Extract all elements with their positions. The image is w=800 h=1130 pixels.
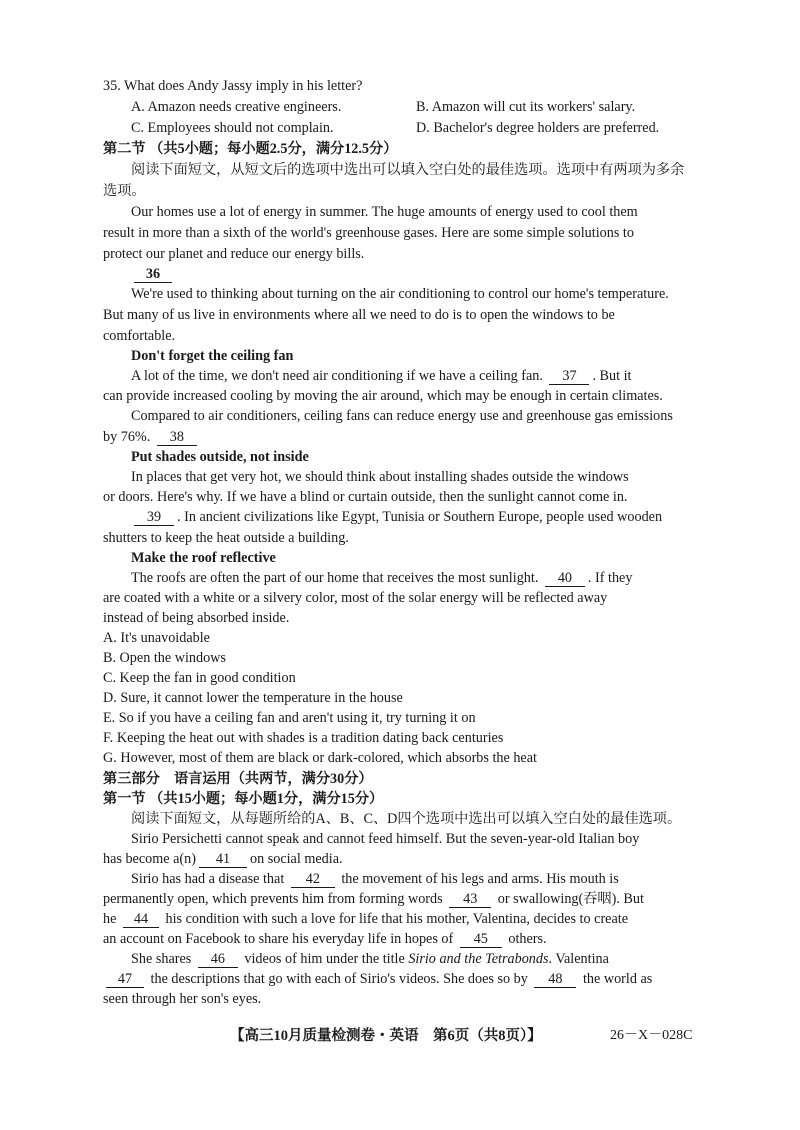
- section2-heading: 第二节 （共5小题；每小题2.5分，满分12.5分）: [103, 141, 398, 157]
- blank-36-line: [131, 264, 175, 284]
- paragraph-line: But many of us live in environments where all we need to do is to open the windows to be: [103, 307, 615, 323]
- blank-36: 36: [134, 266, 172, 283]
- paragraph-line: We're used to thinking about turning on the air conditioning to control our home's temperature.: [131, 286, 669, 302]
- paragraph-line: comfortable.: [103, 328, 176, 344]
- option-item: D. Sure, it cannot lower the temperature in the house: [103, 690, 403, 706]
- paragraph-line: instead of being absorbed inside.: [103, 610, 290, 626]
- paragraph-line: has become a(n) 41 on social media.: [103, 851, 343, 867]
- blank-45: 45: [460, 931, 502, 948]
- paragraph-line: an account on Facebook to share his everyday life in hopes of 45 others.: [103, 931, 547, 947]
- part3-subheading: 第一节 （共15小题；每小题1分，满分15分）: [103, 791, 384, 807]
- paragraph-line: permanently open, which prevents him from forming words 43 or swallowing(吞咽). But: [103, 891, 644, 907]
- paragraph-line: 47 the descriptions that go with each of Sirio's videos. She does so by 48 the world as: [103, 969, 652, 989]
- blank-44: 44: [123, 911, 159, 928]
- paragraph-line: A lot of the time, we don't need air conditioning if we have a ceiling fan. 37 . But it: [131, 368, 632, 384]
- option-item: G. However, most of them are black or dark-colored, which absorbs the heat: [103, 750, 537, 766]
- paragraph-line: he 44 his condition with such a love for life that his mother, Valentina, decides to create: [103, 911, 628, 927]
- paragraph-line: are coated with a white or a silvery color, most of the solar energy will be reflected away: [103, 590, 608, 606]
- option-item: F. Keeping the heat out with shades is a tradition dating back centuries: [103, 730, 504, 746]
- blank-41: 41: [199, 851, 247, 868]
- blank-39: 39: [134, 509, 174, 526]
- section2-instruction-cont: 选项。: [103, 183, 146, 199]
- q35-stem: 35. What does Andy Jassy imply in his letter?: [103, 78, 363, 94]
- blank-37: 37: [549, 368, 589, 385]
- paragraph-line: Sirio Persichetti cannot speak and cannot feed himself. But the seven-year-old Italian boy: [131, 831, 640, 847]
- subheading-shades: Put shades outside, not inside: [131, 449, 309, 465]
- paragraph-line: Our homes use a lot of energy in summer. The huge amounts of energy used to cool them: [131, 204, 638, 220]
- video-series-title: Sirio and the Tetrabonds: [408, 951, 549, 967]
- paragraph-line: shutters to keep the heat outside a building.: [103, 530, 349, 546]
- exam-code: 26－X－028C: [610, 1028, 693, 1043]
- paragraph-line: The roofs are often the part of our home that receives the most sunlight. 40 . If they: [131, 570, 633, 586]
- paragraph-line: protect our planet and reduce our energy bills.: [103, 246, 365, 262]
- blank-48: 48: [534, 971, 576, 988]
- paragraph-line: seen through her son's eyes.: [103, 991, 262, 1007]
- paragraph-line: She shares 46 videos of him under the title Sirio and the Tetrabonds. Valentina: [131, 951, 609, 967]
- subheading-fan: Don't forget the ceiling fan: [131, 348, 294, 364]
- q35-option-b: B. Amazon will cut its workers' salary.: [416, 99, 636, 115]
- subheading-roof: Make the roof reflective: [131, 550, 276, 566]
- option-item: E. So if you have a ceiling fan and aren't using it, try turning it on: [103, 710, 476, 726]
- part3-heading: 第三部分 语言运用（共两节，满分30分）: [103, 771, 373, 787]
- blank-47: 47: [106, 971, 144, 988]
- part3-instruction: 阅读下面短文，从每题所给的A、B、C、D四个选项中选出可以填入空白处的最佳选项。: [131, 811, 682, 827]
- paragraph-line: result in more than a sixth of the world's greenhouse gases. Here are some simple solutions to: [103, 225, 634, 241]
- paragraph-line: In places that get very hot, we should think about installing shades outside the windows: [131, 469, 629, 485]
- paragraph-line: Compared to air conditioners, ceiling fans can reduce energy use and greenhouse gas emissions: [131, 408, 673, 424]
- q35-option-d: D. Bachelor's degree holders are preferred.: [416, 120, 660, 136]
- blank-46: 46: [198, 951, 238, 968]
- q35-option-c: C. Employees should not complain.: [131, 120, 334, 136]
- blank-43: 43: [449, 891, 491, 908]
- paragraph-line: or doors. Here's why. If we have a blind or curtain outside, then the sunlight cannot come in.: [103, 489, 628, 505]
- blank-40: 40: [545, 570, 585, 587]
- option-item: B. Open the windows: [103, 650, 226, 666]
- paragraph-line: can provide increased cooling by moving the air around, which may be enough in certain climates.: [103, 388, 663, 404]
- q35-option-a: A. Amazon needs creative engineers.: [131, 99, 342, 115]
- option-item: C. Keep the fan in good condition: [103, 670, 296, 686]
- blank-38: 38: [157, 429, 197, 446]
- paragraph-line: by 76%. 38: [103, 427, 200, 447]
- section2-instruction: 阅读下面短文，从短文后的选项中选出可以填入空白处的最佳选项。选项中有两项为多余: [131, 162, 685, 178]
- paragraph-line: Sirio has had a disease that 42 the movement of his legs and arms. His mouth is: [131, 871, 619, 887]
- page-footer: 【高三10月质量检测卷・英语 第6页（共8页）】: [230, 1028, 542, 1044]
- blank-42: 42: [291, 871, 335, 888]
- option-item: A. It's unavoidable: [103, 630, 210, 646]
- paragraph-line: 39 . In ancient civilizations like Egypt, Tunisia or Southern Europe, people used wooden: [131, 507, 662, 527]
